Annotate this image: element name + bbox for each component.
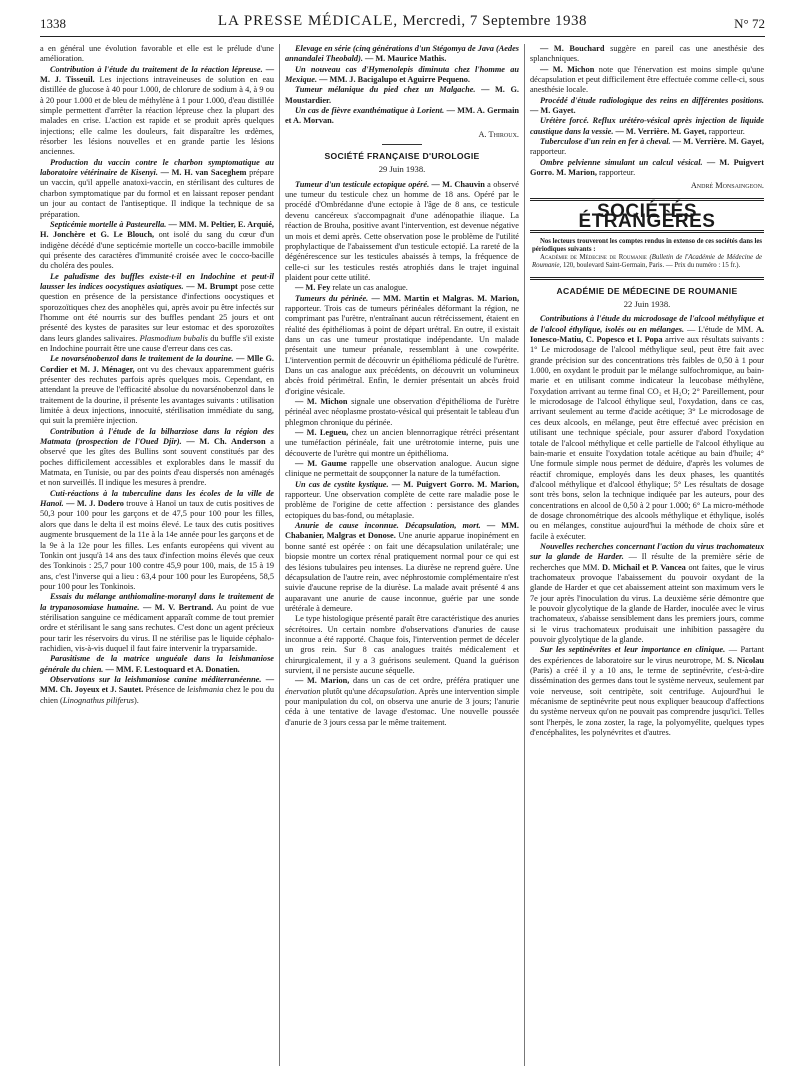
comment-paragraph [285, 676, 519, 728]
abstract-paragraph [285, 85, 519, 106]
abstract-title: Elevage en série (cinq générations d'un Stégomya de Java (Aedes annandalei Theobald). [285, 44, 519, 64]
abstract-title: Procédé d'étude radiologique des reins en différentes positions. [540, 95, 764, 105]
abstract-authors: — M. Puigvert Gorro. M. Marion, [391, 479, 519, 489]
abstract-paragraph [285, 294, 519, 397]
comment-paragraph [285, 459, 519, 480]
abstract-authors: S. Nicolau [727, 655, 764, 665]
abstract-paragraph [285, 521, 519, 614]
abstract-authors: — M. V. Bertrand. [142, 602, 214, 612]
session-date: 29 Juin 1938. [378, 164, 426, 175]
abstract-body: relate un cas analogue. [332, 283, 408, 293]
journal-title [40, 13, 765, 30]
abstract-paragraph [530, 116, 764, 137]
abstract-body: a observé une tumeur du testicule chez un homme de 18 ans. Opéré par le procédé d'Ombrédanne d'une ectopie à l'âge de 8 ans, ce testicule devenu cancéreux s'accompagnait d'une adénopathie iliaque. La réaction de Brouha, positive avant l'intervention, est devenue négative un mois et demi après. Cette observation pose le problème de l'utilité prophylactique de l'abaissement d'un testicule ectopié. La rareté de la dégénérescence sur les testicules abaissés à temps, la fréquence de celle-ci sur les testicules restés atrophiés dans le trajet inguinal plaident pour cette utilité. [285, 179, 519, 282]
emphasis: décapsulation [368, 686, 415, 696]
abstract-paragraph [40, 65, 274, 158]
abstract-title: Cuti-réactions à la tuberculine dans les écoles de la ville de Hanoï. [40, 488, 274, 509]
abstract-body: prépare un vaccin, qu'il appelle anatoxi-vaccin, en stérilisant des cultures de charbon symptomatique par du formol et en laissant reposer pendant un jour au contact de l'antiseptique. Il indique la technique de sa préparation. [40, 168, 274, 219]
abstract-authors: D. Michail et P. Vancea [602, 562, 686, 572]
abstract-body: Une anurie apparue inopinément en bonne santé est opérée : on fait une décapsulation unilatérale; une biopsie montre un cortex rénal pratiquement normal pour ce qui est des lésions tubulaires peu intenses. La diurèse ne reprend guère. Une décapsulation de l'autre rein, avec néphrostomie complémentaire n'est suivie d'aucune reprise de la diurèse. La malade avait présenté 4 ans auparavant une anurie de cause inconnue, guérie par une sonde urétérale à demeure. [285, 531, 519, 613]
species-name: Plasmodium bubalis [139, 333, 208, 343]
abstract-authors: — M. Gayet. [530, 106, 576, 116]
signature: André Monsaingeon. [690, 181, 764, 191]
abstract-body: chez le pou du chien ( [40, 685, 275, 705]
abstract-title: Anurie de cause inconnue. Décapsulation, mort. [295, 521, 481, 531]
abstract-body: — Partant des expériences de laboratoire sur le virus neurotrope, M. [530, 645, 765, 665]
abstract-body: ). [134, 695, 139, 705]
abstract-paragraph [285, 106, 519, 127]
abstract-body: rapporteur. [708, 126, 745, 136]
abstract-title: Tumeur mélanique du pied chez un Malgache. [295, 85, 476, 95]
signature: A. Thiroux. [478, 129, 519, 139]
notice-reference: Académie de Médecine de Roumanie [540, 254, 647, 262]
abstract-title: Observations sur la leishmaniose canine méditerranéenne. [50, 674, 262, 684]
abstract-body: rapporteur. [598, 168, 636, 178]
column-1 [40, 44, 274, 706]
abstract-paragraph [40, 272, 274, 355]
abstract-paragraph [40, 592, 274, 654]
abstract-authors: — MM. Martin et Malgras. M. Marion, [371, 293, 520, 303]
abstract-title: Production du vaccin contre le charbon symptomatique au laboratoire vétérinaire de Kisenyi. [40, 157, 274, 178]
abstract-authors: — M. Marion, [295, 676, 350, 686]
abstract-authors: — M. Chauvin [431, 179, 485, 189]
column-divider [524, 44, 525, 1066]
abstract-body: . Après une intervention simple pour manipulation du col, on observa une anurie de 3 jours; l'anurie céda à une tentative de lavage d'estomac. Une nouvelle poussée d'anurie de 3 jours cessa par le même traitement. [285, 686, 519, 727]
abstract-authors: — M. Legueu, [295, 428, 349, 438]
abstract-body: — Il résulte de la première série de recherches que MM. [530, 552, 764, 572]
abstract-body: chez un ancien blennorragique rétréci présentant une tuméfaction périnéale, fait une urétrotomie interne, puis une découverte de l'urètre qui montre un épithélioma. [285, 428, 520, 458]
comment-paragraph [285, 428, 519, 459]
abstract-title: Contribution à l'étude de la bilharziose dans la région des Matmata (prospection de l'Oued Djir). [40, 426, 274, 447]
abstract-authors: — M. Puigvert Gorro. M. Marion, [530, 157, 764, 178]
page-number: 1338 [40, 16, 66, 31]
abstract-authors: — Mlle G. Cordier et M. J. Ménager, [40, 354, 275, 374]
abstract-authors: — M. J. Dodero [66, 499, 124, 509]
abstract-authors: — MM. J. Bacigalupo et Aguirre Pequeno. [319, 75, 470, 85]
abstract-authors: — M. Fey [295, 283, 331, 293]
abstract-paragraph [40, 427, 274, 489]
abstract-body: rappelle une observation analogue. Aucun signe clinique ne permettait de soupçonner la nature de la tuméfaction. [285, 459, 519, 479]
species-name: leishmania [187, 685, 224, 695]
abstract-title: Un cas de fièvre exanthématique à Lorient. [295, 106, 445, 116]
abstract-paragraph [40, 158, 274, 220]
abstract-title: Contributions à l'étude du microdosage de l'alcool méthylique et de l'alcool éthylique, isolés ou en mélanges. [530, 314, 764, 334]
notice-lead: Nos lecteurs trouveront les comptes rendus in extenso de ces sociétés dans les périodiques suivants : [532, 237, 763, 253]
issue-date: Mercredi, 7 Septembre 1938 [402, 13, 588, 29]
abstract-authors: — MM. Ch. Joyeux et J. Sautet. [40, 674, 274, 695]
abstract-title: Septicémie mortelle à Pasteurella. [50, 219, 167, 229]
abstract-body: Au point de vue stérilisation sanguine ce médicament apparaît comme de tout premier ordre et stérilisant le sang sans rechutes. C'est donc un agent précieux pour tarir les réservoirs du virus. Il ne stérilise pas le liquide céphalo-rachidien, vis-à-vis duquel il faut faire intervenir la tryparsamide. [40, 602, 274, 653]
abstract-title: Essais du mélange anthiomaline-moranyl dans le traitement de la trypanosomiase humaine. [40, 592, 274, 612]
species-name: Linognathus piliferus [62, 695, 135, 705]
abstract-paragraph [530, 314, 764, 542]
column-2 [285, 44, 519, 728]
abstract-authors: — M. Verrière. M. Gayet, [615, 126, 707, 136]
abstract-authors: — M. G. Moustardier. [285, 85, 519, 105]
abstract-authors: — M. Ch. Anderson [186, 437, 266, 447]
double-rule [530, 277, 764, 280]
abstract-body: Les injections intraveineuses de solution en eau distillée de glucose à 40 pour 1.000, de chlorure de sodium à 4, à 9 ou à 20 pour 1.000 et de bleu de méthylène à 1 pour 1.000, d'eau distillée simple permettent d'arrêter la réaction lépreuse chez la plupart des malades en crise. L'action est rapide et se produit après quelques injections; elle calme les douleurs, fait disparaître les œdèmes, résorber les lésions nouvelles et en grande partie les lésions anciennes. [40, 75, 275, 157]
abstract-title: Contribution à l'étude du traitement de la réaction lépreuse. [50, 64, 263, 74]
separator-rule [382, 144, 422, 145]
abstract-body: du buffle s'il existe en Indochine pourrait être une cause d'erreur dans ces cas. [40, 333, 275, 353]
section-heading: SOCIÉTÉ FRANÇAISE D'UROLOGIE [324, 151, 480, 162]
publication-notice [532, 238, 762, 271]
abstract-title: Nouvelles recherches concernant l'action du virus trachomateux sur la glande de Harder. [530, 541, 764, 562]
abstract-body: plutôt qu'une [322, 686, 366, 696]
abstract-paragraph [530, 137, 764, 158]
abstract-body: trouve à Hanoï un taux de cutis positives de 50,3 pour 100 pour les garçons et de 47,5 pour 100 pour les filles, alors que dans le delta il est moins élevé. Le taux des cutis positives augmente brusquement de la 11e à la 14e année pour les garçons et de la 9e à la 12e pour les filles. Les enfants européens qui vivent au Tonkin ont jusqu'à 14 ans des taux d'infection moins élevés que ceux des Tonkinois : 25,7 pour 100 contre 45,9 pour 100, mais, de 15 à 19 ans, c'est l'inverse qui a lieu : 63,4 pour 100 pour les Européens, 58,5 pour 100 pour les Tonkinois. [40, 499, 275, 591]
paragraph: Le type histologique présenté paraît être caractéristique des anuries sécrétoires. Un certain nombre d'observations d'anuries de cause inconnue a été rapporté. Chaque fois, l'intervention permet de déceler un gros rein. Sur 8 cas analogues traités médicalement et chirurgicalement, il y a 3 guérisons seulement. Quand la guérison survient, il ne persiste aucune séquelle. [285, 614, 519, 675]
abstract-authors: — M. Maurice Mathis. [364, 54, 447, 64]
abstract-authors: — M. J. Tisseuil. [40, 64, 274, 85]
abstract-authors: — MM. F. Lestoquard et A. Donatien. [105, 664, 240, 674]
abstract-body: rapporteur. [530, 147, 567, 157]
comment-paragraph [285, 283, 519, 293]
major-section-title: SOCIÉTÉS ÉTRANGÈRES [578, 200, 716, 233]
abstract-paragraph [285, 480, 519, 521]
abstract-body: — L'étude de MM. [686, 324, 754, 334]
comment-paragraph [530, 65, 764, 96]
abstract-title: Tuberculose d'un rein en fer à cheval. [540, 137, 671, 147]
abstract-authors: — M. Bouchard [540, 44, 605, 53]
abstract-authors: — MM. Chabanier, Malgras et Donose. [285, 521, 520, 541]
abstract-paragraph [530, 645, 764, 738]
emphasis: énervation [285, 686, 321, 696]
abstract-paragraph [285, 44, 519, 65]
abstract-authors: — M. Gaume [295, 459, 347, 469]
abstract-paragraph [40, 220, 274, 272]
abstract-title: Tumeurs du périnée. [295, 293, 369, 303]
abstract-body: Présence de [145, 685, 185, 695]
abstract-title: Parasitisme de la matrice unguéale dans la leishmaniose générale du chien. [40, 654, 274, 674]
journal-name: LA PRESSE MÉDICALE, [217, 13, 399, 29]
abstract-body: rapporteur. Trois cas de tumeurs périnéales déformant la région, ne comprimant pas l'urètre, n'entraînant aucun rétrécissement, étaient en réalité des épithéliomas à point de départ urétral. En outre, il existait dans un cas une tumeur prostatique indépendante. Un malade présentait une tumeur préanale, ressemblant à une cowpérite. L'intervention permit de découvrir un épithélioma pédiculé de l'urètre. Dans un cas analogue aux précédents, on découvrit un volumineux abcès froid périmétral. Enfin, le dernier présentait un abcès froid d'origine vésicale. [285, 303, 519, 396]
abstract-body: pose cette question en présence de la persistance d'infections oocystiques et sporozoïtiques chez des anophèles qui, après avoir pu être infectés sur l'homme ont été nourris sur des buffles pendant 25 jours et ont présenté des kystes de parasites sur leur estomac et des sporozoïtes dans leurs glandes salivaires. [40, 281, 274, 343]
abstract-title: Tumeur d'un testicule ectopique opéré. [295, 179, 430, 189]
abstract-body: dans un cas de cet ordre, préféra pratiquer une [353, 676, 520, 686]
abstract-authors: — M. H. van Saceghem [160, 168, 247, 178]
abstract-body: (Paris) a créé il y a 10 ans, le terme de septinévrite, c'est-à-dire dissémination des germes dans tout le système nerveux, seulement par voie nerveuse, soit centripète, soit centrifuge. Aujourd'hui le mécanisme de septinévrite peut nous expliquer beaucoup d'affections du système nerveux qu'on ne pouvait pas comprendre jusqu'ici. Telles sont l'herpès, le zona zoster, la rage, la polyomyélite, quelques types d'encéphalites, les polynévrites et d'autres. [530, 666, 764, 738]
column-divider [279, 44, 280, 1066]
header-rule [40, 36, 765, 37]
abstract-body: ont vu des chevaux apparemment guéris présenter des rechutes parfois après quelques mois. Cependant, en attendant la preuve de l'efficacité absolue du novarsénobenzol dans le traitement de la dourine, il présente les avantages suivants : utilisation limitée à deux injections, innocuité, stérilisation immédiate du sang, qui suit la première injection. [40, 364, 274, 426]
abstract-body: ont faites, que le virus trachomateux provoque l'abaissement du pouvoir oxydant de la glande de Harder et que cet abaissement atteint son maximum vers le 7e jour après l'inoculation du virus. La deuxième série démontre que le pouvoir glycolytique de la glande de Harder, inoculée avec le virus trachomateux, s'abaisse sensiblement dans les premiers jours, comme si le virus trachomateux produisait une inhibition passagère du pouvoir glycolytique de la glande. [530, 562, 764, 645]
abstract-authors: — MM. M. Peltier, E. Arquié, H. Jonchère et G. Le Blouch, [40, 219, 274, 240]
abstract-title: Un nouveau cas d'Hymenolepis diminuta chez l'homme au Mexique. [285, 64, 519, 85]
abstract-paragraph [530, 542, 764, 645]
abstract-authors: — M. Michon [540, 64, 595, 74]
abstract-body: note que l'énervation est moins simple qu'une décapsulation et peut difficilement être effectuée comme celle-ci, sous anesthésie locale. [530, 64, 765, 95]
notice-reference: (Bulletin de l'Académie de Médecine de Roumanie, [532, 254, 763, 270]
session-date: 22 Juin 1938. [623, 299, 671, 310]
abstract-authors: — M. Michon [295, 397, 348, 406]
running-header [40, 10, 765, 38]
column-3 [530, 44, 764, 738]
abstract-title: Un cas de cystite kystique. [295, 479, 389, 489]
abstract-body: rapporteur. Une observation complète de cette rare maladie pose le problème de l'origine de cette affection : persistance des glandes ectopiques du bas-fond, ou métaplasie. [285, 490, 519, 520]
abstract-body: signale une observation d'épithélioma de l'urètre périnéal avec néoplasme prostato-vésical qui présentait le tableau d'un phlegmon chronique du périnée. [285, 397, 519, 427]
abstract-paragraph [285, 180, 519, 283]
abstract-authors: — M. Brumpt [186, 281, 238, 291]
abstract-paragraph [40, 489, 274, 592]
abstract-body: ont isolé du sang du cœur d'un indigène décédé d'une septicémie mortelle un cocco-bacille immobile qui présente des caractères d'immunité croisée avec le cocco-bacille du choléra des poules. [40, 230, 275, 271]
abstract-title: Ombre pelvienne simulant un calcul vésical. [540, 157, 703, 167]
issue-number: N° 72 [734, 16, 765, 31]
abstract-title: Sur les septinévrites et leur importance en clinique. [540, 645, 726, 655]
abstract-paragraph [285, 65, 519, 86]
abstract-paragraph [40, 675, 274, 706]
abstract-paragraph [530, 158, 764, 179]
comment-paragraph [285, 397, 519, 428]
section-heading: ACADÉMIE DE MÉDECINE DE ROUMANIE [556, 285, 738, 296]
abstract-authors: — MM. A. Germain et A. Morvan. [285, 106, 519, 126]
abstract-authors: A. Ionesco-Matiu, C. Popesco et I. Popa [530, 324, 765, 345]
abstract-title: Urétère forcé. Reflux urétéro-vésical après injection de liquide caustique dans la vessie. [530, 116, 764, 136]
paragraph: a en général une évolution favorable et elle est le prélude d'une amélioration. [40, 44, 274, 64]
abstract-body: suggère en pareil cas une anesthésie des splanchniques. [530, 44, 765, 64]
abstract-title: Le paludisme des buffles existe-t-il en Indochine et peut-il lausser les indices oocystiques asiatiques. [40, 271, 274, 291]
abstract-body: a observé que les gîtes des Bullins sont souvent constitués par des poches difficilement accessibles et explorables dans le massif du Matmata, en Tunisie, ou par des points d'eau dispersés non aménagés et non surveillés. Il indique les mesures à prendre. [40, 437, 274, 488]
notice-reference: 120, boulevard Saint-Germain, Paris. — Prix du numéro : 15 fr.). [562, 262, 741, 270]
abstract-title: Le novarsénobenzol dans le traitement de la dourine. [50, 354, 234, 364]
comment-paragraph [530, 44, 764, 65]
abstract-body: arrive aux résultats suivants : 1° Le microdosage de l'alcool méthylique seul, peut être fait avec grande précision sur des concentrations très faibles de 0,50 à 1 pour 1.000, en oxydant le produit par le mélange sulfochromique, au bain-marie et en utilisant comme indicateur la leucobase méthylène, l'oxydation arrivant au terme final CO₂ et H₂O; 2° Pareillement, pour le microdosage de l'alcool éthylique seul, l'oxydation, dans ce cas, arrivant seulement au terme d'acide acétique; 3° Le microdosage de ces deux alcools, en mélange, peut être effectué avec précision en utilisant une technique spéciale, pour assurer d'abord l'oxydation totale de l'alcool méthylique et celle partielle de l'alcool éthylique au bain-marie et ensuite l'oxydation totale acétique au bain d'huile; 4° Une formule simple nous permet de déduire, d'après les volumes de réactif chromique, employés dans les deux phases, les quantités d'alcool méthylique et d'alcool éthylique; 5° Les résultats de dosage sont très bons, selon la technique indiquée par les auteurs, pour des concentrations en alcool de 0,50 à 2 pour 1.000; 6° La micro-méthode de dosage chronométrique des alcools méthylique et éthylique, isolés ou en mélanges, constitue aujourd'hui la méthode de choix sûre et facile à exécuter. [530, 335, 764, 541]
abstract-paragraph [530, 96, 764, 117]
abstract-paragraph [40, 354, 274, 426]
abstract-paragraph [40, 654, 274, 675]
abstract-authors: — M. Verrière. M. Gayet, [672, 137, 764, 147]
